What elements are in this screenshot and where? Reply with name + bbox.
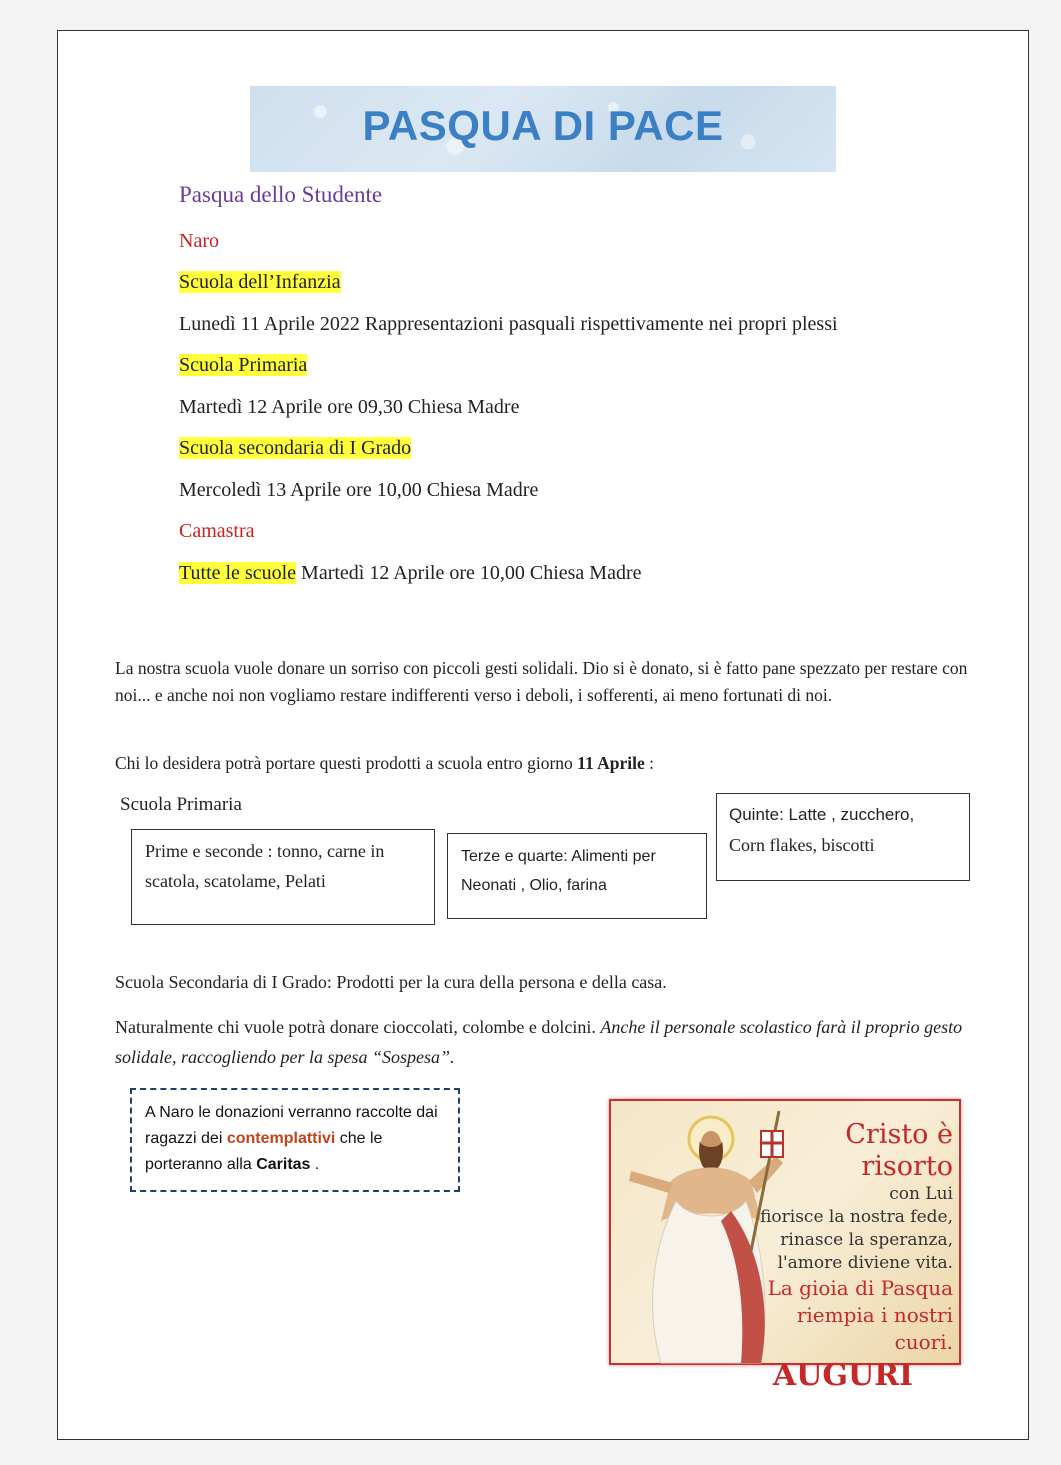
label-secondaria: Scuola secondaria di I Grado xyxy=(179,437,412,459)
card-message: Cristo è risorto con Lui fiorisce la nostra fede, rinasce la speranza, l'amore diviene vita. La gioia di Pasqua riempia i nostri cuori. AUGURI xyxy=(760,1119,953,1393)
box-terze-quarte: Terze e quarte: Alimenti per Neonati , Olio, farina xyxy=(447,833,707,919)
camastra-schedule: Tutte le scuole Martedì 12 Aprile ore 10,00 Chiesa Madre xyxy=(179,562,642,584)
box-prime-seconde: Prime e seconde : tonno, carne in scatola, scatolame, Pelati xyxy=(131,829,435,925)
text-primaria: Martedì 12 Aprile ore 09,30 Chiesa Madre xyxy=(179,396,520,418)
easter-greeting-card xyxy=(609,1099,961,1393)
intro-paragraph: La nostra scuola vuole donare un sorriso con piccoli gesti solidali. Dio si è donato, si è fatto pane spezzato per restare con noi... e anche noi non vogliamo restare indifferenti verso i deboli, i sofferenti, ai meno fortunati di noi. xyxy=(115,658,968,705)
page-title: PASQUA DI PACE xyxy=(362,102,724,149)
subtitle: Pasqua dello Studente xyxy=(179,182,383,207)
caritas-note: A Naro le donazioni verranno raccolte dai ragazzi dei contemplattivi che le porteranno alla Caritas . xyxy=(145,1104,438,1173)
document-page xyxy=(57,30,1029,1440)
secondaria-line: Scuola Secondaria di I Grado: Prodotti per la cura della persona e della casa. xyxy=(115,972,667,992)
text-secondaria: Mercoledì 13 Aprile ore 10,00 Chiesa Madre xyxy=(179,479,539,501)
text-infanzia: Lunedì 11 Aprile 2022 Rappresentazioni pasquali rispettivamente nei propri plessi xyxy=(179,313,838,335)
title-banner xyxy=(250,86,836,172)
place-camastra: Camastra xyxy=(179,520,255,542)
label-primaria: Scuola Primaria xyxy=(179,354,308,376)
box-quinte: Quinte: Latte , zucchero, Corn flakes, biscotti xyxy=(716,793,970,881)
closing-paragraph: Naturalmente chi vuole potrà donare cioccolati, colombe e dolcini. Anche il personale scolastico farà il proprio gesto solidale, raccogliendo per la spesa “Sospesa”. xyxy=(115,1017,963,1067)
caritas-note-box xyxy=(130,1088,460,1192)
primaria-heading: Scuola Primaria xyxy=(120,794,242,815)
place-naro: Naro xyxy=(179,230,219,252)
request-paragraph: Chi lo desidera potrà portare questi prodotti a scuola entro giorno 11 Aprile : xyxy=(115,753,654,773)
label-infanzia: Scuola dell’Infanzia xyxy=(179,271,341,293)
